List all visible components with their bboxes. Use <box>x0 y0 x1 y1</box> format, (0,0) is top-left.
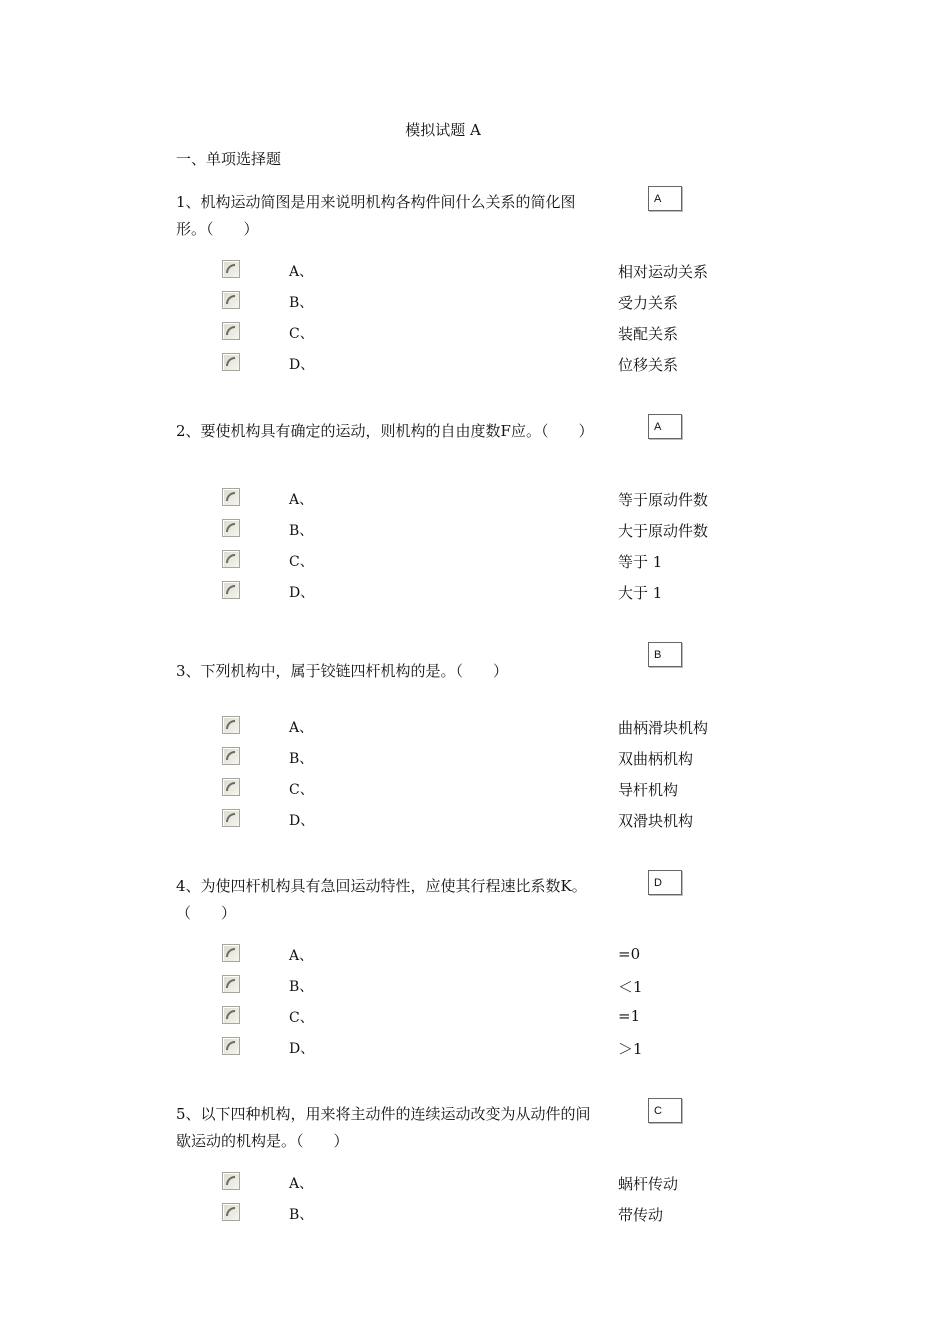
question-2-answer-box[interactable]: A <box>648 414 682 439</box>
question-1-option-c <box>0 322 950 342</box>
option-text: 装配关系 <box>618 325 679 343</box>
question-1-option-a <box>0 260 950 280</box>
option-text: 双滑块机构 <box>618 812 694 830</box>
question-2-option-c <box>0 550 950 570</box>
option-letter: A、 <box>289 264 314 280</box>
question-4-option-b <box>0 975 950 995</box>
option-letter: B、 <box>289 1207 314 1223</box>
question-2-option-a <box>0 488 950 508</box>
radio-button[interactable] <box>222 809 240 827</box>
question-5-text: 5、以下四种机构，用来将主动件的连续运动改变为从动件的间歇运动的机构是。（ ） <box>176 1105 591 1150</box>
option-letter: B、 <box>289 523 314 539</box>
radio-button[interactable] <box>222 488 240 506</box>
option-letter: A、 <box>289 720 314 736</box>
question-3-option-c <box>0 778 950 798</box>
radio-button[interactable] <box>222 322 240 340</box>
section-heading: 一、单项选择题 <box>176 150 282 168</box>
radio-button[interactable] <box>222 550 240 568</box>
radio-button[interactable] <box>222 1006 240 1024</box>
question-3-option-d <box>0 809 950 829</box>
radio-button[interactable] <box>222 778 240 796</box>
option-text: 蜗杆传动 <box>618 1175 679 1193</box>
question-2-text: 2、要使机构具有确定的运动，则机构的自由度数F应。（ ） <box>176 422 594 440</box>
option-text: 等于 1 <box>618 553 663 571</box>
radio-button[interactable] <box>222 519 240 537</box>
radio-button[interactable] <box>222 975 240 993</box>
radio-button[interactable] <box>222 1172 240 1190</box>
question-1-answer-box[interactable]: A <box>648 186 682 211</box>
option-letter: D、 <box>289 585 315 601</box>
option-letter: D、 <box>289 1041 315 1057</box>
option-letter: C、 <box>289 326 314 342</box>
radio-button[interactable] <box>222 1203 240 1221</box>
radio-button[interactable] <box>222 747 240 765</box>
option-letter: B、 <box>289 295 314 311</box>
option-text: 曲柄滑块机构 <box>618 719 709 737</box>
radio-button[interactable] <box>222 1037 240 1055</box>
page-title: 模拟试题 A <box>405 121 481 139</box>
radio-button[interactable] <box>222 716 240 734</box>
option-text: 大于原动件数 <box>618 522 709 540</box>
question-3-text: 3、下列机构中，属于铰链四杆机构的是。（ ） <box>176 662 509 680</box>
question-4-text: 4、为使四杆机构具有急回运动特性，应使其行程速比系数K。（ ） <box>176 877 587 922</box>
option-text: 受力关系 <box>618 294 679 312</box>
option-letter: A、 <box>289 492 314 508</box>
option-text: 等于原动件数 <box>618 491 709 509</box>
radio-button[interactable] <box>222 260 240 278</box>
question-1-option-d <box>0 353 950 373</box>
question-1-text: 1、机构运动简图是用来说明机构各构件间什么关系的简化图形。（ ） <box>176 193 576 238</box>
question-3-answer-box[interactable]: B <box>648 642 682 667</box>
question-3-option-b <box>0 747 950 767</box>
option-text: 双曲柄机构 <box>618 750 694 768</box>
question-4-option-d <box>0 1037 950 1057</box>
option-letter: B、 <box>289 751 314 767</box>
question-4-option-c <box>0 1006 950 1026</box>
question-4-option-a <box>0 944 950 964</box>
option-text: ＜1 <box>618 978 643 996</box>
option-letter: A、 <box>289 948 314 964</box>
question-3-option-a <box>0 716 950 736</box>
question-2-option-b <box>0 519 950 539</box>
radio-button[interactable] <box>222 291 240 309</box>
option-letter: D、 <box>289 357 315 373</box>
option-text: =0 <box>618 945 641 963</box>
option-letter: B、 <box>289 979 314 995</box>
option-text: 大于 1 <box>618 584 663 602</box>
radio-button[interactable] <box>222 581 240 599</box>
option-text: =1 <box>618 1007 641 1025</box>
question-2-option-d <box>0 581 950 601</box>
question-5-answer-box[interactable]: C <box>648 1098 682 1123</box>
option-letter: C、 <box>289 782 314 798</box>
option-text: 带传动 <box>618 1206 664 1224</box>
question-1-option-b <box>0 291 950 311</box>
option-text: 相对运动关系 <box>618 263 709 281</box>
radio-button[interactable] <box>222 353 240 371</box>
question-4-answer-box[interactable]: D <box>648 870 682 895</box>
option-text: ＞1 <box>618 1040 643 1058</box>
option-text: 导杆机构 <box>618 781 679 799</box>
question-5-option-a <box>0 1172 950 1192</box>
option-letter: C、 <box>289 1010 314 1026</box>
option-letter: C、 <box>289 554 314 570</box>
option-letter: A、 <box>289 1176 314 1192</box>
option-text: 位移关系 <box>618 356 679 374</box>
option-letter: D、 <box>289 813 315 829</box>
radio-button[interactable] <box>222 944 240 962</box>
question-5-option-b <box>0 1203 950 1223</box>
